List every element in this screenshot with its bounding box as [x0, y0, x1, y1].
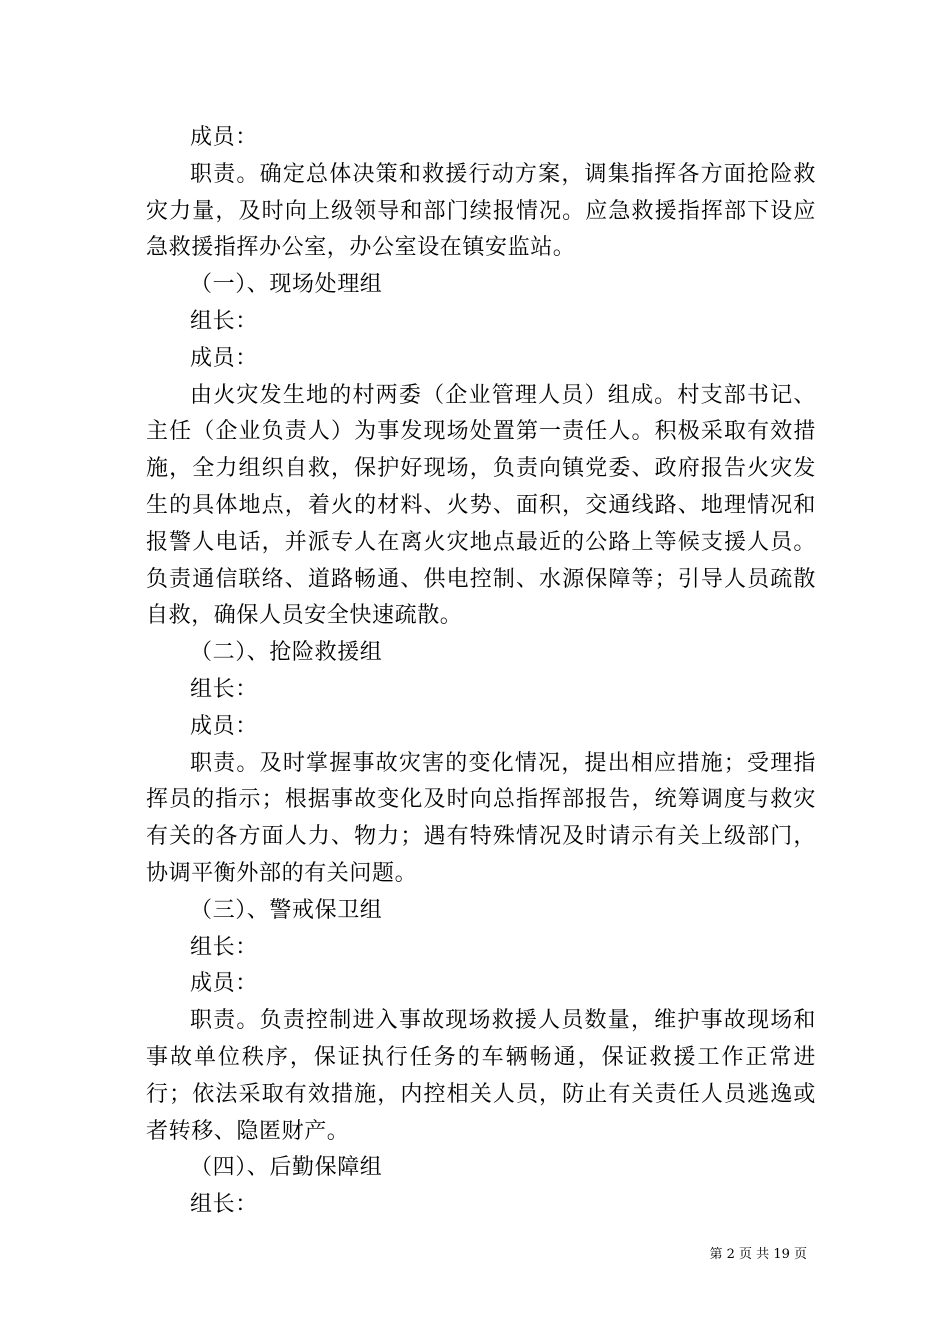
leader-label-security: 组长： [190, 934, 258, 960]
section-heading-site-handling: （一）、现场处理组 [190, 272, 383, 298]
site-handling-duty-paragraph: 由火灾发生地的村两委（企业管理人员）组成。村支部书记、主任（企业负责人）为事发现场处置第一责任人。积极采取有效措施，全力组织自救，保护好现场，负责向镇党委、政府报告火灾发生的具体地点，着火的材料、火势、面积，交通线路、地理情况和报警人电话，并派专人在离火灾地点最近的公路上等候支援人员。负责通信联络、道路畅通、供电控制、水源保障等；引导人员疏散自救，确保人员安全快速疏散。 [146, 382, 816, 629]
section-heading-logistics: （四）、后勤保障组 [190, 1155, 383, 1181]
document-body [146, 120, 816, 1224]
members-label-security: 成员： [190, 971, 258, 997]
leader-label-site-handling: 组长： [190, 308, 258, 334]
command-duty-paragraph: 职责。确定总体决策和救援行动方案，调集指挥各方面抢险救灾力量，及时向上级领导和部门续报情况。应急救援指挥部下设应急救援指挥办公室，办公室设在镇安监站。 [146, 161, 816, 261]
section-heading-security: （三）、警戒保卫组 [190, 897, 383, 923]
members-label-rescue: 成员： [190, 713, 258, 739]
page-number-footer: 第 2 页 共 19 页 [709, 1247, 807, 1262]
leader-label-logistics: 组长： [190, 1192, 258, 1218]
section-heading-rescue: （二）、抢险救援组 [190, 640, 383, 666]
rescue-duty-paragraph: 职责。及时掌握事故灾害的变化情况，提出相应措施；受理指挥员的指示；根据事故变化及时向总指挥部报告，统筹调度与救灾有关的各方面人力、物力；遇有特殊情况及时请示有关上级部门，协调平衡外部的有关问题。 [146, 750, 816, 886]
leader-label-rescue: 组长： [190, 676, 258, 702]
members-label-site-handling: 成员： [190, 345, 258, 371]
members-label-top: 成员： [190, 125, 258, 150]
security-duty-paragraph: 职责。负责控制进入事故现场救援人员数量，维护事故现场和事故单位秩序，保证执行任务的车辆畅通，保证救援工作正常进行；依法采取有效措施，内控相关人员，防止有关责任人员逃逸或者转移、隐匿财产。 [146, 1008, 816, 1144]
